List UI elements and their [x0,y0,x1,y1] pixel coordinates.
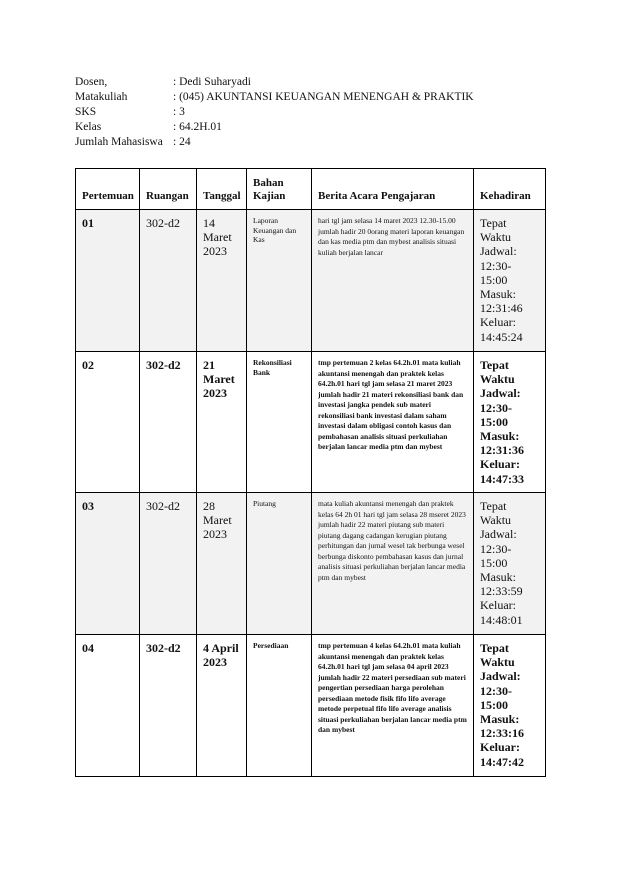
tanggal-cell: 28 Maret 2023 [197,493,247,635]
header-row-jumlah-mahasiswa [75,135,474,150]
matakuliah-label: Matakuliah [75,91,128,103]
kehadiran-line: 12:31:36 [480,443,524,458]
ruangan-cell: 302-d2 [140,210,197,352]
kehadiran-line: 14:47:33 [480,471,524,486]
ruangan-cell: 302-d2 [140,635,197,777]
pertemuan-cell: 01 [76,210,140,352]
sks-value: : 3 [173,106,185,118]
matakuliah-value: : (045) AKUNTANSI KEUANGAN MENENGAH & PRAKTIK [173,91,474,103]
tanggal-cell: 14 Maret 2023 [197,210,247,352]
attendance-table [75,168,546,777]
col-header-kehadiran: Kehadiran [474,169,546,210]
kehadiran-line: 14:45:24 [480,329,523,344]
kehadiran-cell [474,352,546,493]
kehadiran-line: 14:48:01 [480,612,523,627]
header-row-sks [75,105,474,120]
kehadiran-line: Jadwal: [480,527,517,542]
kehadiran-line: 15:00 [480,555,508,570]
jumlah-mahasiswa-value: : 24 [173,136,191,148]
header-row-matakuliah [75,90,474,105]
berita-acara-cell: mata kuliah akuntansi menengah dan praktek kelas 64 2h 01 hari tgl jam selasa 28 mseret 2023 jumlah hadir 22 materi piutang sub materi piutang dagang cadangan kerugian piutang perhitungan dan jurnal wesel tak berbunga wesel berbunga diskonto pembahasan kasus dan jurnal analisis situasi perkuliahan berjalan lancar media ptm dan mybest [312,493,474,635]
header-row-kelas [75,120,474,135]
kehadiran-line: 12:33:59 [480,584,523,599]
kehadiran-line: Masuk: [480,287,516,302]
kehadiran-line: 15:00 [480,697,508,712]
berita-acara-cell: tmp pertemuan 4 kelas 64.2h.01 mata kuliah akuntansi menengah dan praktek kelas 64.2h.01 hari tgl jam selasa 04 april 2023 jumlah hadir 22 materi persediaan sub materi pengertian persediaan harga perolehan persediaan metode fisik fifo lifo average metode perpetual fifo lifo average analisis situasi perkuliahan berjalan lancar media ptm dan mybest [312,635,474,777]
table-row [76,493,546,635]
table-header-row [76,169,546,210]
col-header-tanggal: Tanggal [197,169,247,210]
kelas-label: Kelas [75,121,102,133]
kehadiran-line: 14:47:42 [480,754,524,769]
kehadiran-line: Jadwal: [480,669,521,684]
dosen-value: : Dedi Suharyadi [173,76,251,88]
kehadiran-line: Waktu [480,513,512,528]
ruangan-cell: 302-d2 [140,493,197,635]
kehadiran-line: Jadwal: [480,244,517,259]
kehadiran-line: Jadwal: [480,386,521,401]
kehadiran-line: Keluar: [480,457,520,472]
kehadiran-line: 12:30- [480,683,512,698]
course-info-header [75,75,474,150]
pertemuan-cell: 02 [76,352,140,493]
kehadiran-line: Keluar: [480,740,520,755]
bahan-kajian-cell: Persediaan [247,635,312,777]
kehadiran-line: Masuk: [480,712,520,727]
kehadiran-line: 12:30- [480,541,512,556]
kehadiran-line: 15:00 [480,272,508,287]
berita-acara-cell: tmp pertemuan 2 kelas 64.2h.01 mata kuliah akuntansi menengah dan praktek kelas 64.2h.01 hari tgl jam selasa 21 maret 2023 jumlah hadir 21 materi rekonsiliasi bank dan investasi jangka pendek sub materi rekonsiliasi bank investasi dalam saham investasi dalam obligasi contoh kasus dan pembahasan analisis situasi perkuliahan berjalan lancar media ptm dan mybest [312,352,474,493]
bahan-kajian-cell: Rekonsiliasi Bank [247,352,312,493]
table-row [76,210,546,352]
col-header-pertemuan: Pertemuan [76,169,140,210]
sks-label: SKS [75,106,97,118]
kehadiran-line: 12:30- [480,258,512,273]
table-row [76,352,546,493]
kehadiran-line: Tepat [480,499,507,513]
kehadiran-cell [474,210,546,352]
kehadiran-line: 12:30- [480,400,512,415]
kehadiran-line: Waktu [480,372,515,387]
pertemuan-cell: 03 [76,493,140,635]
bahan-kajian-cell: Laporan Keuangan dan Kas [247,210,312,352]
col-header-bahan-kajian: Bahan Kajian [247,169,312,210]
tanggal-cell: 21 Maret 2023 [197,352,247,493]
col-header-berita-acara: Berita Acara Pengajaran [312,169,474,210]
kelas-value: : 64.2H.01 [173,121,222,133]
kehadiran-line: Waktu [480,655,515,670]
kehadiran-line: 12:33:16 [480,726,524,741]
ruangan-cell: 302-d2 [140,352,197,493]
kehadiran-line: Keluar: [480,598,516,613]
kehadiran-line: Keluar: [480,315,516,330]
kehadiran-line: Masuk: [480,429,520,444]
bahan-kajian-cell: Piutang [247,493,312,635]
table-row [76,635,546,777]
jumlah-mahasiswa-label: Jumlah Mahasiswa [75,136,163,148]
header-row-dosen [75,75,474,90]
berita-acara-cell: hari tgl jam selasa 14 maret 2023 12.30-15.00 jumlah hadir 20 0orang materi laporan keuangan dan kas media ptm dan mybest analisis situasi kuliah berjalan lancar [312,210,474,352]
pertemuan-cell: 04 [76,635,140,777]
kehadiran-line: Masuk: [480,570,516,585]
kehadiran-line: Tepat [480,216,507,230]
tanggal-cell: 4 April 2023 [197,635,247,777]
kehadiran-cell [474,635,546,777]
dosen-label: Dosen, [75,76,108,88]
kehadiran-line: Waktu [480,230,512,245]
kehadiran-line: Tepat [480,641,509,655]
kehadiran-line: 15:00 [480,414,508,429]
kehadiran-cell [474,493,546,635]
kehadiran-line: 12:31:46 [480,301,523,316]
col-header-ruangan: Ruangan [140,169,197,210]
kehadiran-line: Tepat [480,358,509,372]
